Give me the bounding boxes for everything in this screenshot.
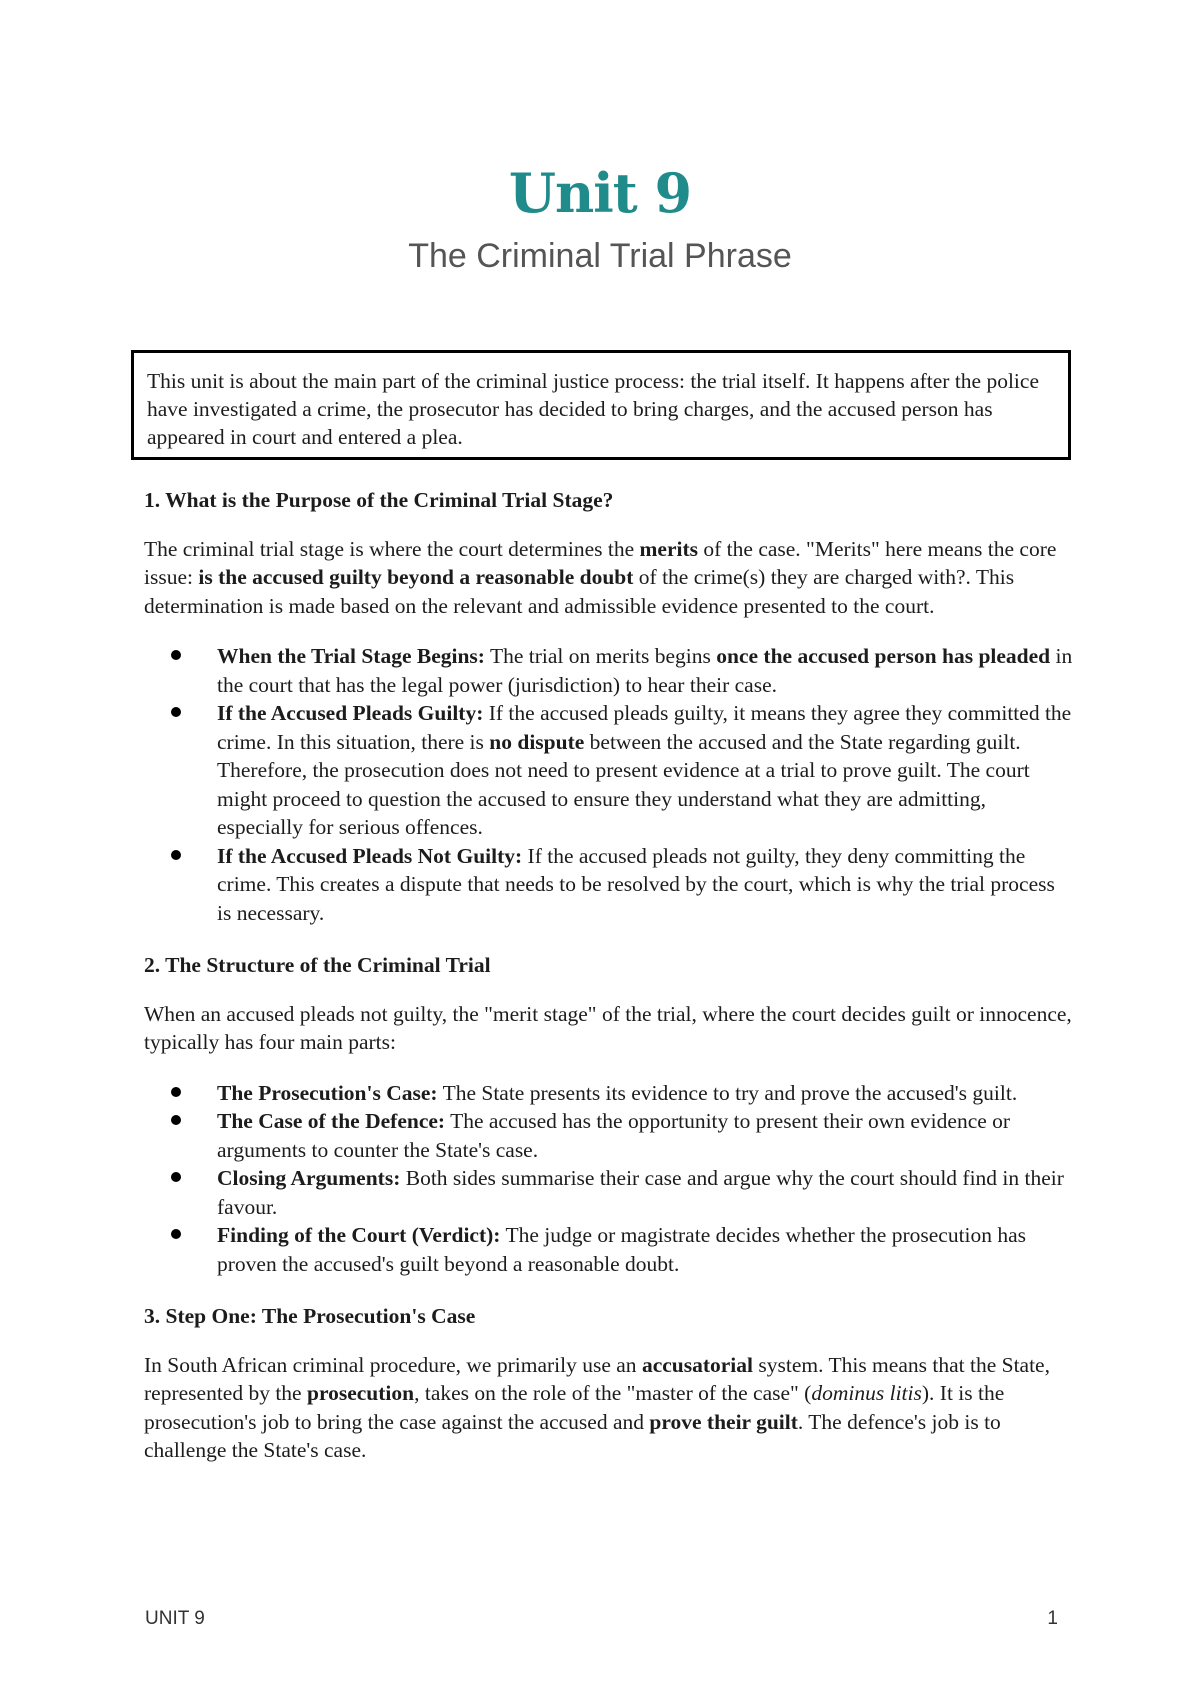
list-item: Closing Arguments: Both sides summarise their case and argue why the court should find in their favour.	[217, 1164, 1074, 1221]
section1-bullet-list	[144, 642, 1074, 927]
bullet-icon	[171, 1115, 181, 1125]
section-heading-2: 2. The Structure of the Criminal Trial	[144, 953, 491, 977]
list-item: Finding of the Court (Verdict): The judge or magistrate decides whether the prosecution has proven the accused's guilt beyond a reasonable doubt.	[217, 1221, 1074, 1278]
section1-paragraph: The criminal trial stage is where the court determines the merits of the case. "Merits" here means the core issue: is the accused guilty beyond a reasonable doubt of the crime(s) they are charged with?. This determination is made based on the relevant and admissible evidence presented to the court.	[144, 536, 1057, 618]
section2-paragraph: When an accused pleads not guilty, the "merit stage" of the trial, where the court decides guilt or innocence, typically has four main parts:	[144, 1001, 1072, 1054]
page-subtitle: The Criminal Trial Phrase	[408, 237, 792, 275]
bullet-icon	[171, 850, 181, 860]
list-item: If the Accused Pleads Not Guilty: If the accused pleads not guilty, they deny committing the crime. This creates a dispute that needs to be resolved by the court, which is why the trial process is necessary.	[217, 842, 1074, 928]
bullet-icon	[171, 707, 181, 717]
footer-unit-label: UNIT 9	[145, 1608, 205, 1629]
main-content	[144, 486, 1074, 1487]
list-item: If the Accused Pleads Guilty: If the accused pleads guilty, it means they agree they committed the crime. In this situation, there is no dispute between the accused and the State regarding guilt. Therefore, the prosecution does not need to present evidence at a trial to prove guilt. The court might proceed to question the accused to ensure they understand what they are admitting, especially for serious offences.	[217, 699, 1074, 842]
page-title: Unit 9	[508, 161, 692, 225]
section2-bullet-list	[144, 1079, 1074, 1279]
bullet-icon	[171, 650, 181, 660]
list-item: The Case of the Defence: The accused has the opportunity to present their own evidence or arguments to counter the State's case.	[217, 1107, 1074, 1164]
section-heading-3: 3. Step One: The Prosecution's Case	[144, 1304, 476, 1328]
section3-paragraph: In South African criminal procedure, we primarily use an accusatorial system. This means that the State, represented by the prosecution, takes on the role of the "master of the case" (dominus litis). It is the prosecution's job to bring the case against the accused and prove their guilt. The defence's job is to challenge the State's case.	[144, 1352, 1050, 1462]
bullet-icon	[171, 1087, 181, 1097]
bullet-icon	[171, 1229, 181, 1239]
page-number: 1	[1047, 1608, 1058, 1629]
list-item: The Prosecution's Case: The State presents its evidence to try and prove the accused's guilt.	[217, 1079, 1074, 1108]
intro-box: This unit is about the main part of the criminal justice process: the trial itself. It happens after the police have investigated a crime, the prosecutor has decided to bring charges, and the accused person has appeared in court and entered a plea.	[131, 350, 1071, 460]
bullet-icon	[171, 1172, 181, 1182]
section-heading-1: 1. What is the Purpose of the Criminal Trial Stage?	[144, 488, 614, 512]
list-item: When the Trial Stage Begins: The trial on merits begins once the accused person has pleaded in the court that has the legal power (jurisdiction) to hear their case.	[217, 642, 1074, 699]
